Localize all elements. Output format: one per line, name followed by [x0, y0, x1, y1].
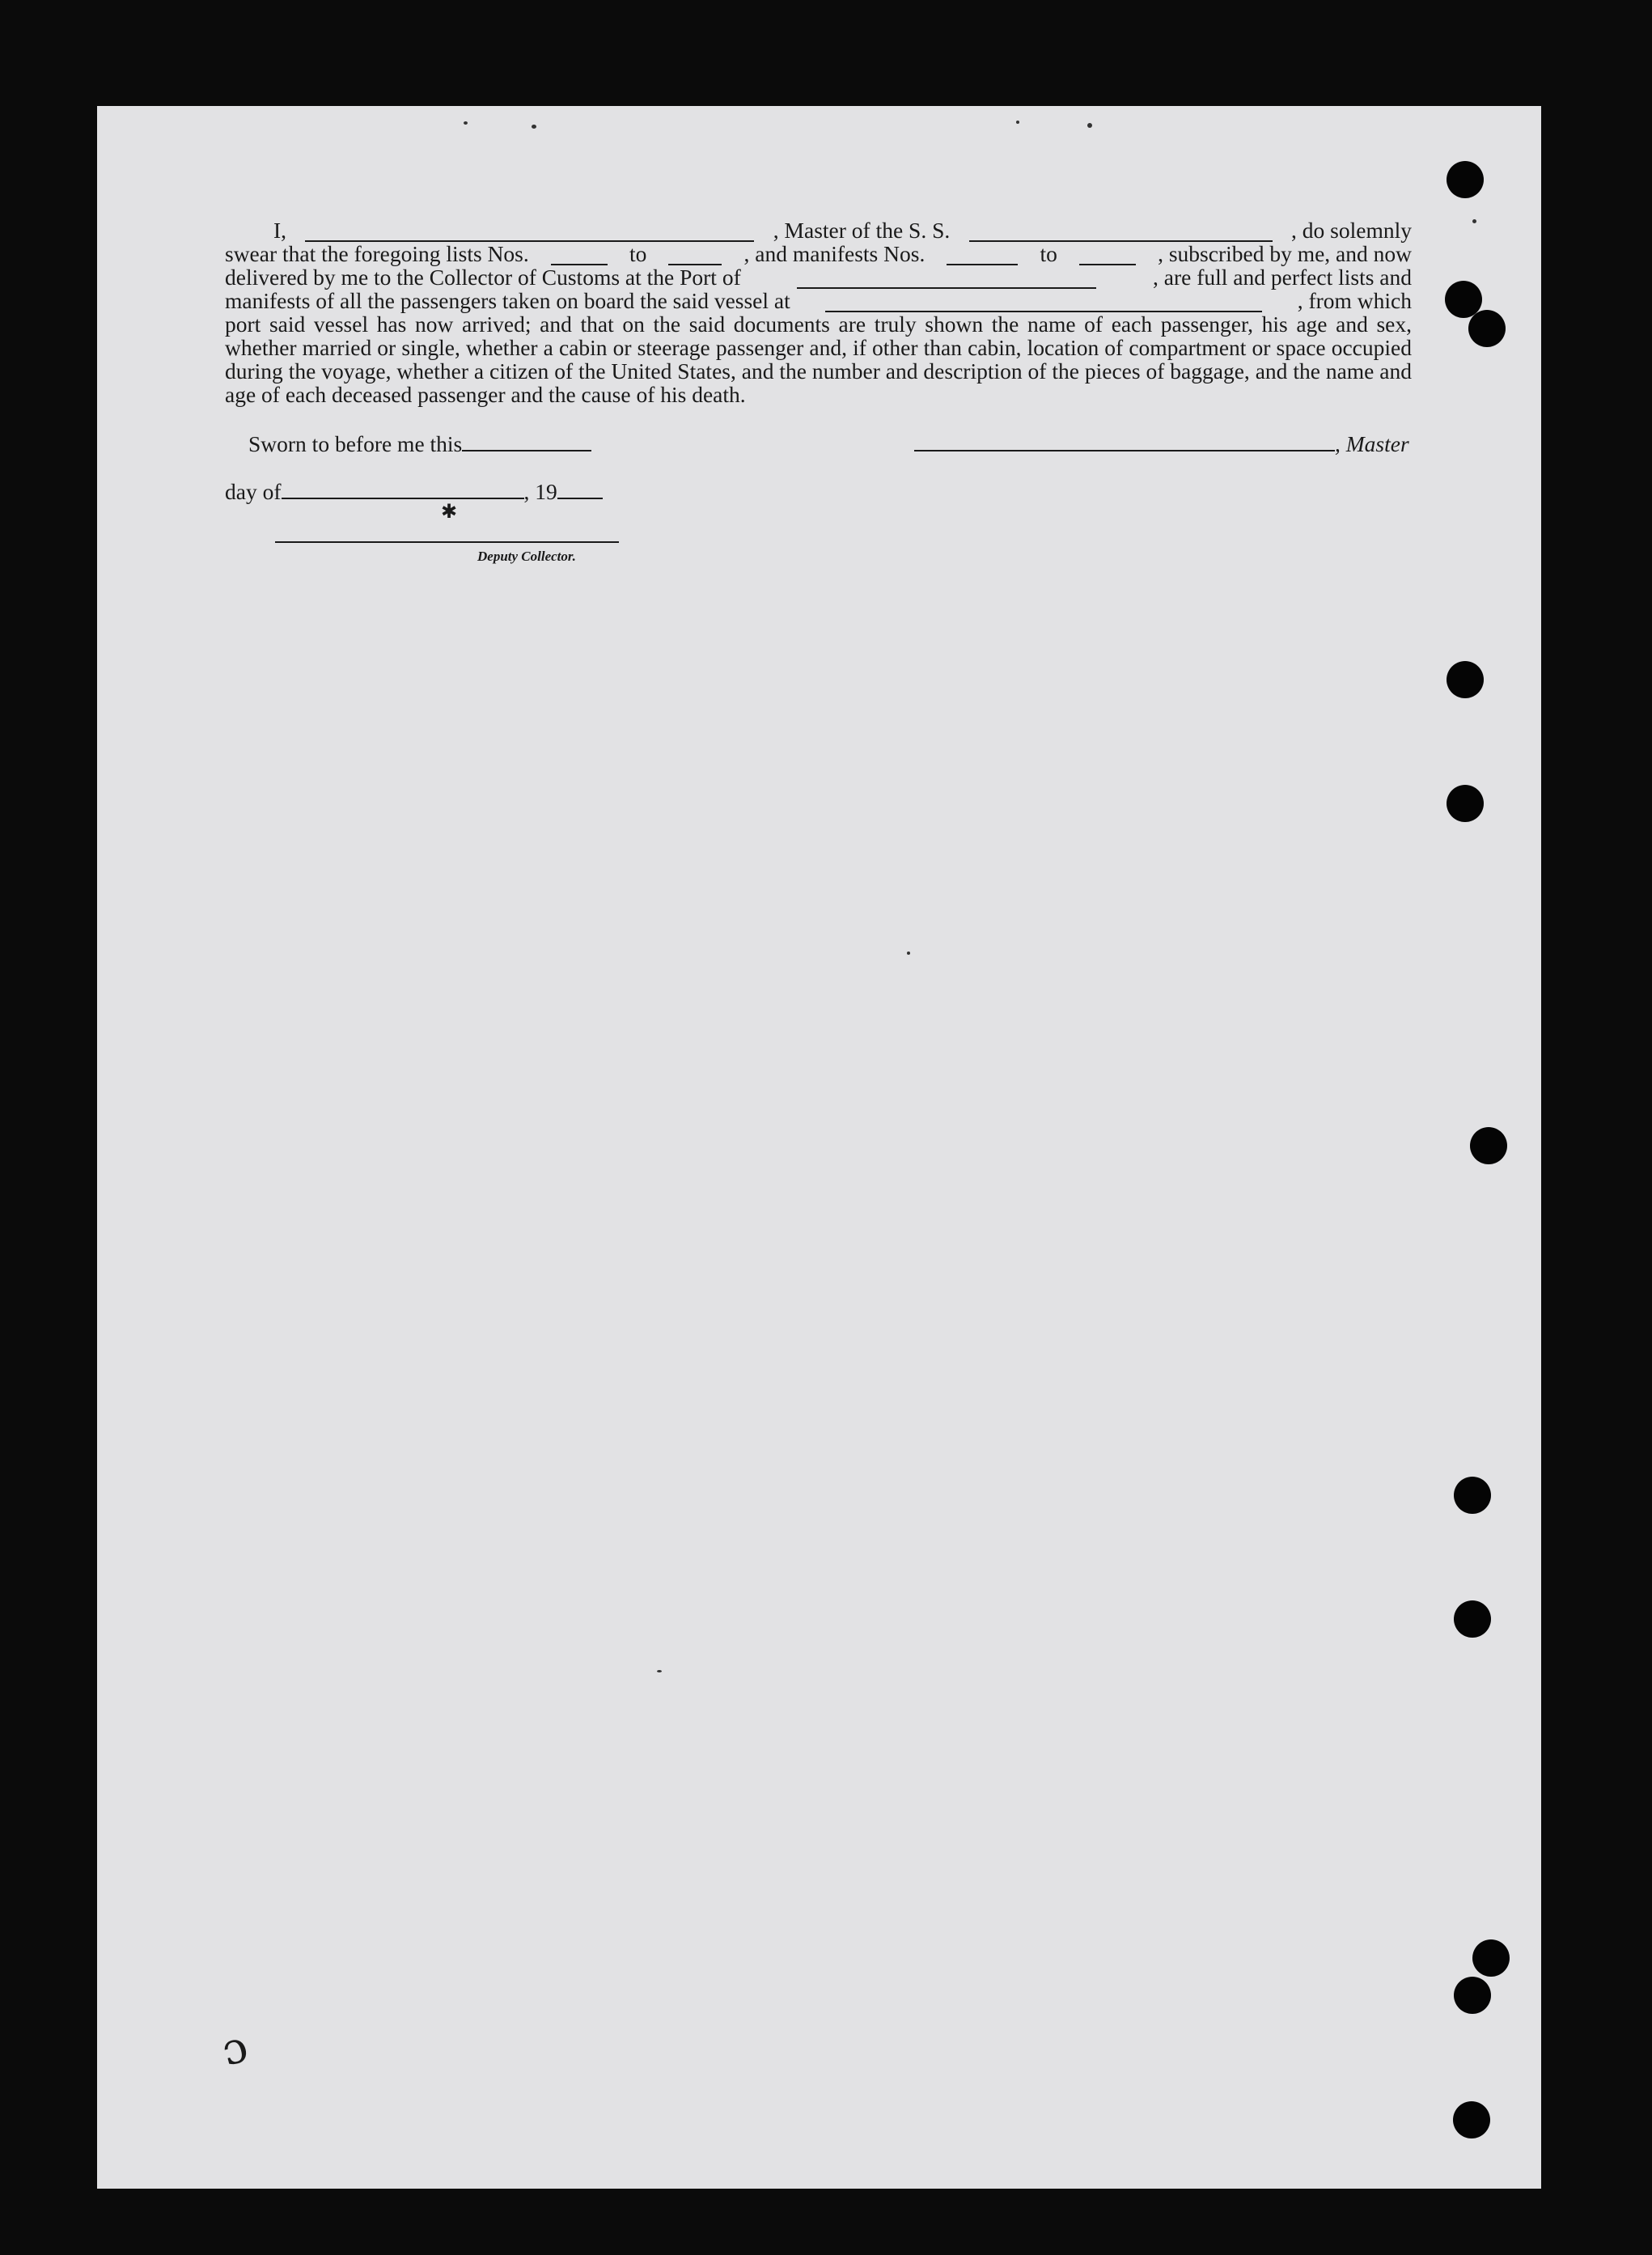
scan-speck — [1016, 121, 1019, 124]
manifests-to-label: to — [1040, 241, 1057, 266]
handwritten-mark: ɔ — [216, 2020, 253, 2076]
punch-hole — [1470, 1127, 1507, 1164]
scan-speck — [532, 125, 536, 129]
port-blank — [797, 273, 1096, 289]
swear-lists-label: swear that the foregoing lists Nos. — [225, 241, 529, 266]
deputy-collector-label: Deputy Collector. — [477, 549, 576, 564]
scan-speck — [464, 121, 468, 125]
year-prefix-label: , 19 — [523, 479, 557, 504]
day-of-label: day of — [225, 479, 282, 504]
oath-pronoun: I, — [273, 218, 287, 243]
scan-speck — [1087, 123, 1092, 128]
master-of-ss-label: , Master of the S. S. — [773, 218, 951, 243]
day-of-row — [225, 479, 603, 505]
do-solemnly-label: , do solemnly — [1291, 218, 1412, 243]
lists-to-blank — [668, 249, 722, 265]
taken-on-board-label: manifests of all the passengers taken on board the said vessel at — [225, 288, 790, 313]
oath-body-text: port said vessel has now arrived; and that on the said documents are truly shown the name of each passenger, his age and sex, whether married or single, whether a cabin or steerage passenger and, if other than cabin, location of compartment or space occupied during the voyage, whether a citizen of the United States, and the number and description of the pieces of baggage, and the name and age of each deceased passenger and the cause of his death. — [225, 312, 1412, 407]
punch-hole — [1453, 2101, 1490, 2138]
oath-line-4 — [225, 289, 1412, 312]
from-which-label: , from which — [1297, 288, 1412, 313]
punch-hole — [1447, 161, 1484, 198]
ink-blot: ✱ — [441, 500, 458, 523]
manifests-from-blank — [947, 249, 1018, 265]
vessel-name-blank — [969, 226, 1273, 242]
oath-line-2 — [225, 242, 1412, 265]
manifests-label: , and manifests Nos. — [743, 241, 926, 266]
delivered-label: delivered by me to the Collector of Customs at the Port of — [225, 265, 741, 290]
deputy-collector-signature-line — [275, 541, 619, 543]
scan-speck — [907, 952, 910, 955]
master-signature-row — [914, 431, 1409, 457]
month-blank — [282, 483, 524, 499]
manifests-to-blank — [1079, 249, 1136, 265]
master-label: , Master — [1335, 431, 1409, 456]
oath-paragraph — [225, 218, 1412, 406]
master-name-blank — [305, 226, 754, 242]
punch-hole — [1454, 1600, 1491, 1638]
sworn-day-blank — [462, 435, 591, 451]
year-blank — [557, 483, 603, 499]
master-signature-blank — [914, 435, 1335, 451]
port-of-embarkation-blank — [825, 296, 1262, 312]
oath-line-3 — [225, 265, 1412, 289]
lists-to-label: to — [629, 241, 647, 266]
sworn-row — [248, 431, 591, 457]
punch-hole — [1468, 310, 1506, 347]
punch-hole — [1447, 785, 1484, 822]
subscribed-label: , subscribed by me, and now — [1158, 241, 1412, 266]
lists-from-blank — [551, 249, 608, 265]
oath-line-1 — [225, 218, 1412, 242]
punch-hole — [1454, 1477, 1491, 1514]
scan-speck — [1472, 219, 1476, 223]
form-page — [97, 106, 1541, 2189]
scan-speck — [657, 1670, 662, 1672]
punch-hole — [1454, 1977, 1491, 2014]
punch-hole — [1472, 1939, 1510, 1977]
punch-hole — [1447, 661, 1484, 698]
full-perfect-label: , are full and perfect lists and — [1153, 265, 1412, 290]
sworn-label: Sworn to before me this — [248, 431, 463, 456]
